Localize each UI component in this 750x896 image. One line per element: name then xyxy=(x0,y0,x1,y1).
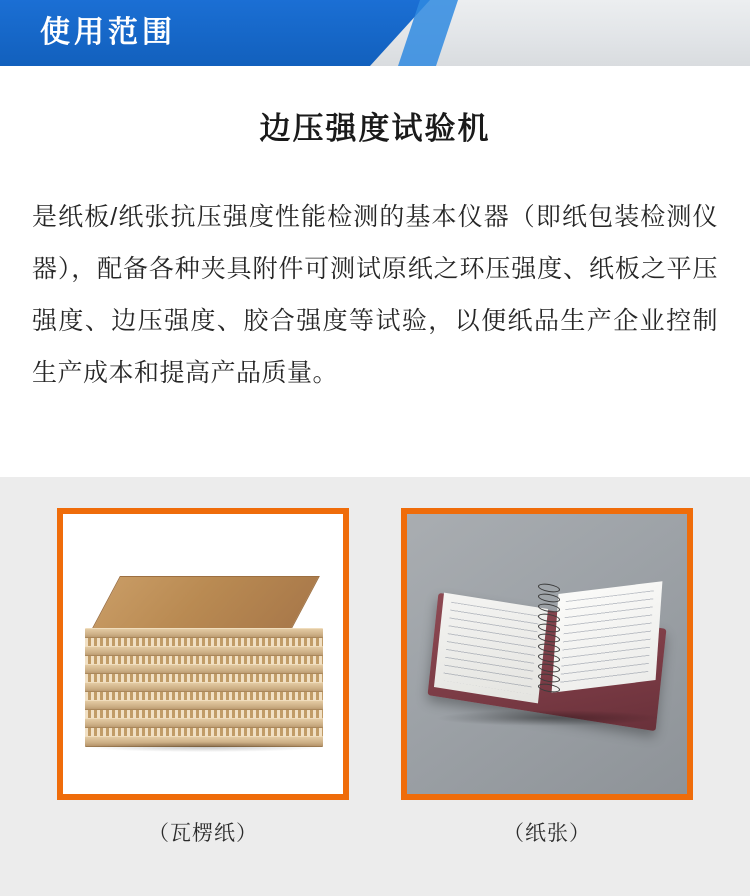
gallery-item-paper xyxy=(401,508,693,847)
spiral-ring xyxy=(538,602,560,613)
notebook-right-page xyxy=(552,581,663,693)
notebook-shadow xyxy=(433,710,663,726)
spiral-ring xyxy=(538,632,560,643)
corrugated-shadow xyxy=(89,742,321,752)
page-title: 边压强度试验机 xyxy=(259,111,491,146)
product-description: 是纸板/纸张抗压强度性能检测的基本仪器（即纸包装检测仪器），配备各种夹具附件可测试原纸之环压强度、纸板之平压强度、边压强度、胶合强度等试验，以便纸品生产企业控制生产成本和提高产品质量。 xyxy=(32,203,718,387)
gallery-cards xyxy=(0,477,750,847)
header-banner xyxy=(0,0,750,66)
spiral-ring xyxy=(538,582,560,593)
banner-title: 使用范围 xyxy=(40,16,176,49)
gallery-caption: （纸张） xyxy=(503,822,591,845)
spiral-ring xyxy=(538,642,560,653)
image-gallery xyxy=(0,477,750,896)
corrugated-stack-graphic xyxy=(71,576,335,744)
notebook-paper-image xyxy=(407,514,687,794)
spiral-ring xyxy=(538,662,560,673)
spiral-ring xyxy=(538,672,560,683)
notebook-ruled-lines xyxy=(443,602,539,695)
corrugated-board-image xyxy=(63,514,343,794)
corrugated-top-sheet xyxy=(90,576,320,632)
image-frame-corrugated[interactable] xyxy=(57,508,349,800)
spiral-ring xyxy=(538,652,560,663)
gallery-caption: （瓦楞纸） xyxy=(148,822,258,845)
spiral-ring xyxy=(538,612,560,623)
content-section xyxy=(0,109,750,399)
spiral-ring xyxy=(538,622,560,633)
notebook-spiral-binding xyxy=(538,582,560,697)
notebook-left-page xyxy=(434,593,548,704)
image-frame-paper[interactable] xyxy=(401,508,693,800)
spiral-ring xyxy=(538,682,560,693)
gallery-item-corrugated xyxy=(57,508,349,847)
notebook-ruled-lines xyxy=(560,590,654,684)
spiral-ring xyxy=(538,592,560,603)
